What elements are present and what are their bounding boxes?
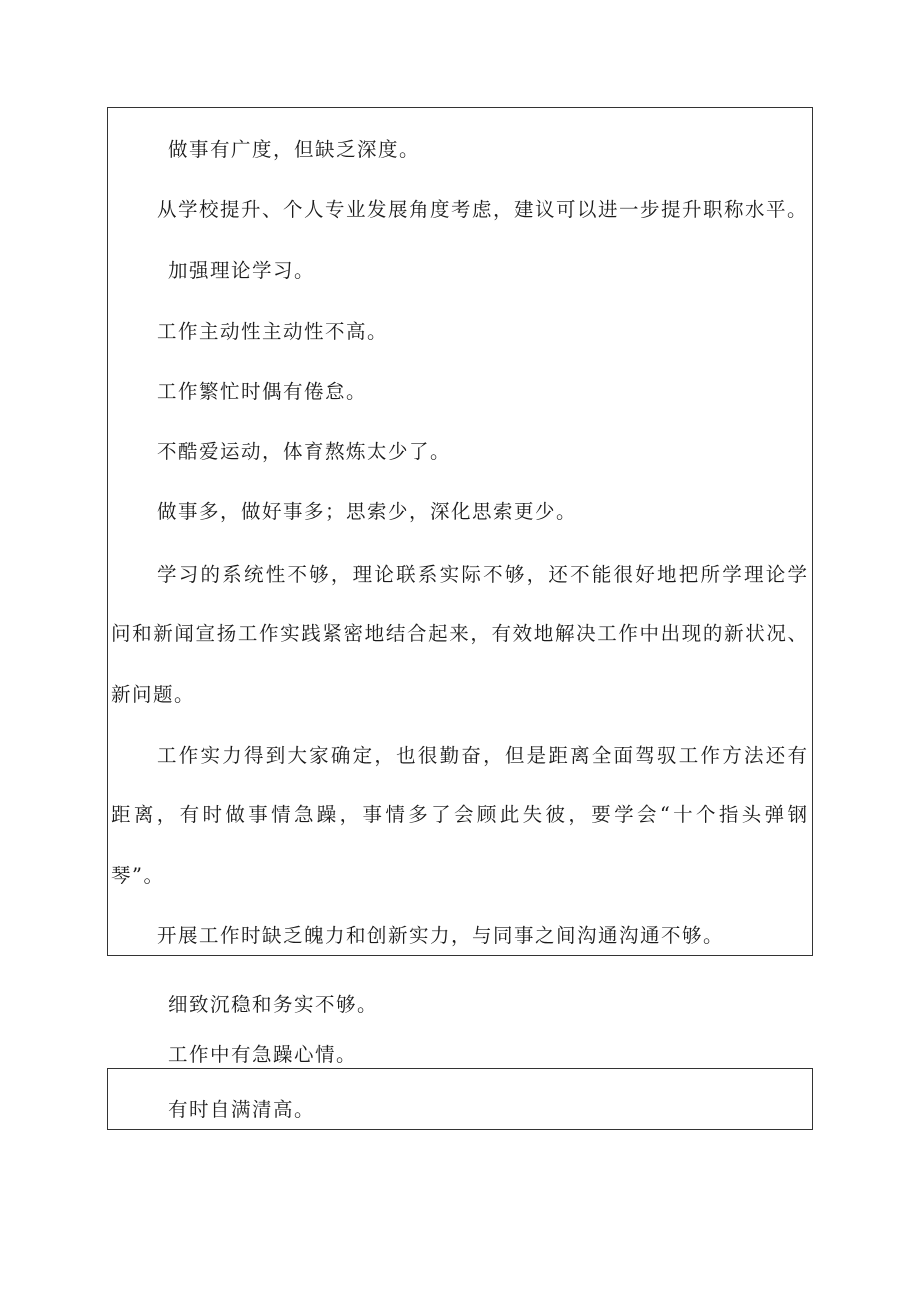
comment-line: 学习的系统性不够，理论联系实际不够，还不能很好地把所学理论学 bbox=[157, 563, 808, 586]
comment-line: 新问题。 bbox=[111, 683, 196, 706]
comment-line: 工作繁忙时偶有倦怠。 bbox=[157, 380, 368, 403]
comment-line: 做事有广度，但缺乏深度。 bbox=[168, 138, 421, 161]
comment-line: 工作中有急躁心情。 bbox=[168, 1043, 358, 1066]
comment-line: 问和新闻宣扬工作实践紧密地结合起来，有效地解决工作中出现的新状况、 bbox=[111, 622, 808, 645]
comment-line: 琴”。 bbox=[111, 864, 165, 887]
comment-line: 距离，有时做事情急躁，事情多了会顾此失彼，要学会“十个指头弹钢 bbox=[111, 803, 808, 826]
comment-table bbox=[107, 107, 813, 956]
comment-line: 开展工作时缺乏魄力和创新实力，与同事之间沟通沟通不够。 bbox=[157, 924, 725, 947]
comment-line: 不酷爱运动，体育熬炼太少了。 bbox=[157, 440, 452, 463]
comment-line: 加强理论学习。 bbox=[168, 259, 316, 282]
comment-line: 做事多，做好事多；思索少，深化思索更少。 bbox=[157, 500, 578, 523]
comment-line: 有时自满清高。 bbox=[168, 1098, 316, 1121]
comment-line: 工作实力得到大家确定，也很勤奋，但是距离全面驾驭工作方法还有 bbox=[157, 744, 808, 767]
comment-line: 细致沉稳和务实不够。 bbox=[168, 993, 379, 1016]
comment-line: 从学校提升、个人专业发展角度考虑，建议可以进一步提升职称水平。 bbox=[157, 198, 809, 221]
comment-line: 工作主动性主动性不高。 bbox=[157, 320, 389, 343]
